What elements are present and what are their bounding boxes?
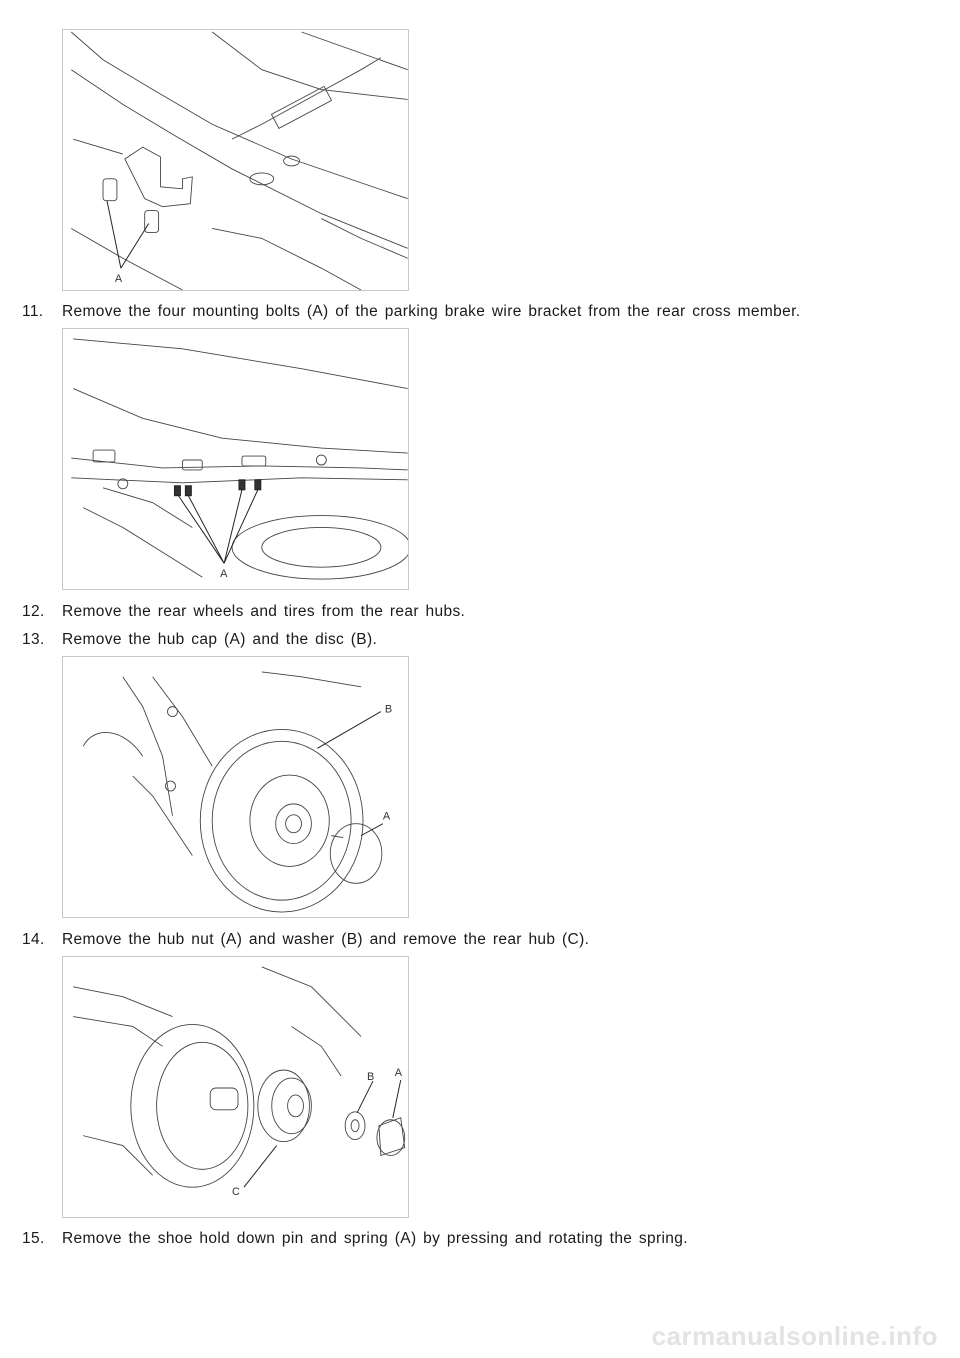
bracket-bolts-illustration: [63, 30, 408, 290]
step-text: Remove the rear wheels and tires from the rear hubs.: [62, 603, 466, 620]
step-text: Remove the four mounting bolts (A) of the parking brake wire bracket from the rear cross member.: [62, 303, 801, 320]
step-text: Remove the hub nut (A) and washer (B) and remove the rear hub (C).: [62, 931, 590, 948]
step-text: Remove the hub cap (A) and the disc (B).: [62, 631, 378, 648]
step-number: 11.: [22, 303, 44, 320]
hub-nut-washer-illustration: [63, 957, 408, 1217]
figure-label-a: A: [220, 568, 228, 581]
figure-label-b: B: [384, 703, 393, 716]
step-number: 13.: [22, 631, 45, 648]
step-14: [22, 931, 922, 949]
step-11: [22, 303, 922, 321]
figure-bracket-bolts: [62, 29, 409, 291]
step-number: 12.: [22, 603, 45, 620]
figure-hub-cap-disc: [62, 656, 409, 918]
figure-label-a: A: [114, 273, 123, 286]
step-13: [22, 631, 922, 649]
step-12: [22, 603, 922, 621]
step-15: [22, 1230, 922, 1248]
figure-hub-nut-washer: [62, 956, 409, 1218]
cross-member-illustration: [63, 329, 408, 589]
watermark: carmanualsonline.info: [651, 1321, 938, 1351]
step-text: Remove the shoe hold down pin and spring (A) by pressing and rotating the spring.: [62, 1230, 688, 1247]
figure-label-b: B: [366, 1071, 375, 1084]
hub-cap-disc-illustration: [63, 657, 408, 917]
figure-label-c: C: [232, 1186, 240, 1199]
figure-label-a: A: [382, 810, 391, 823]
step-number: 14.: [22, 931, 45, 948]
figure-label-a: A: [394, 1067, 403, 1080]
figure-cross-member-bolts: [62, 328, 409, 590]
step-number: 15.: [22, 1230, 45, 1247]
